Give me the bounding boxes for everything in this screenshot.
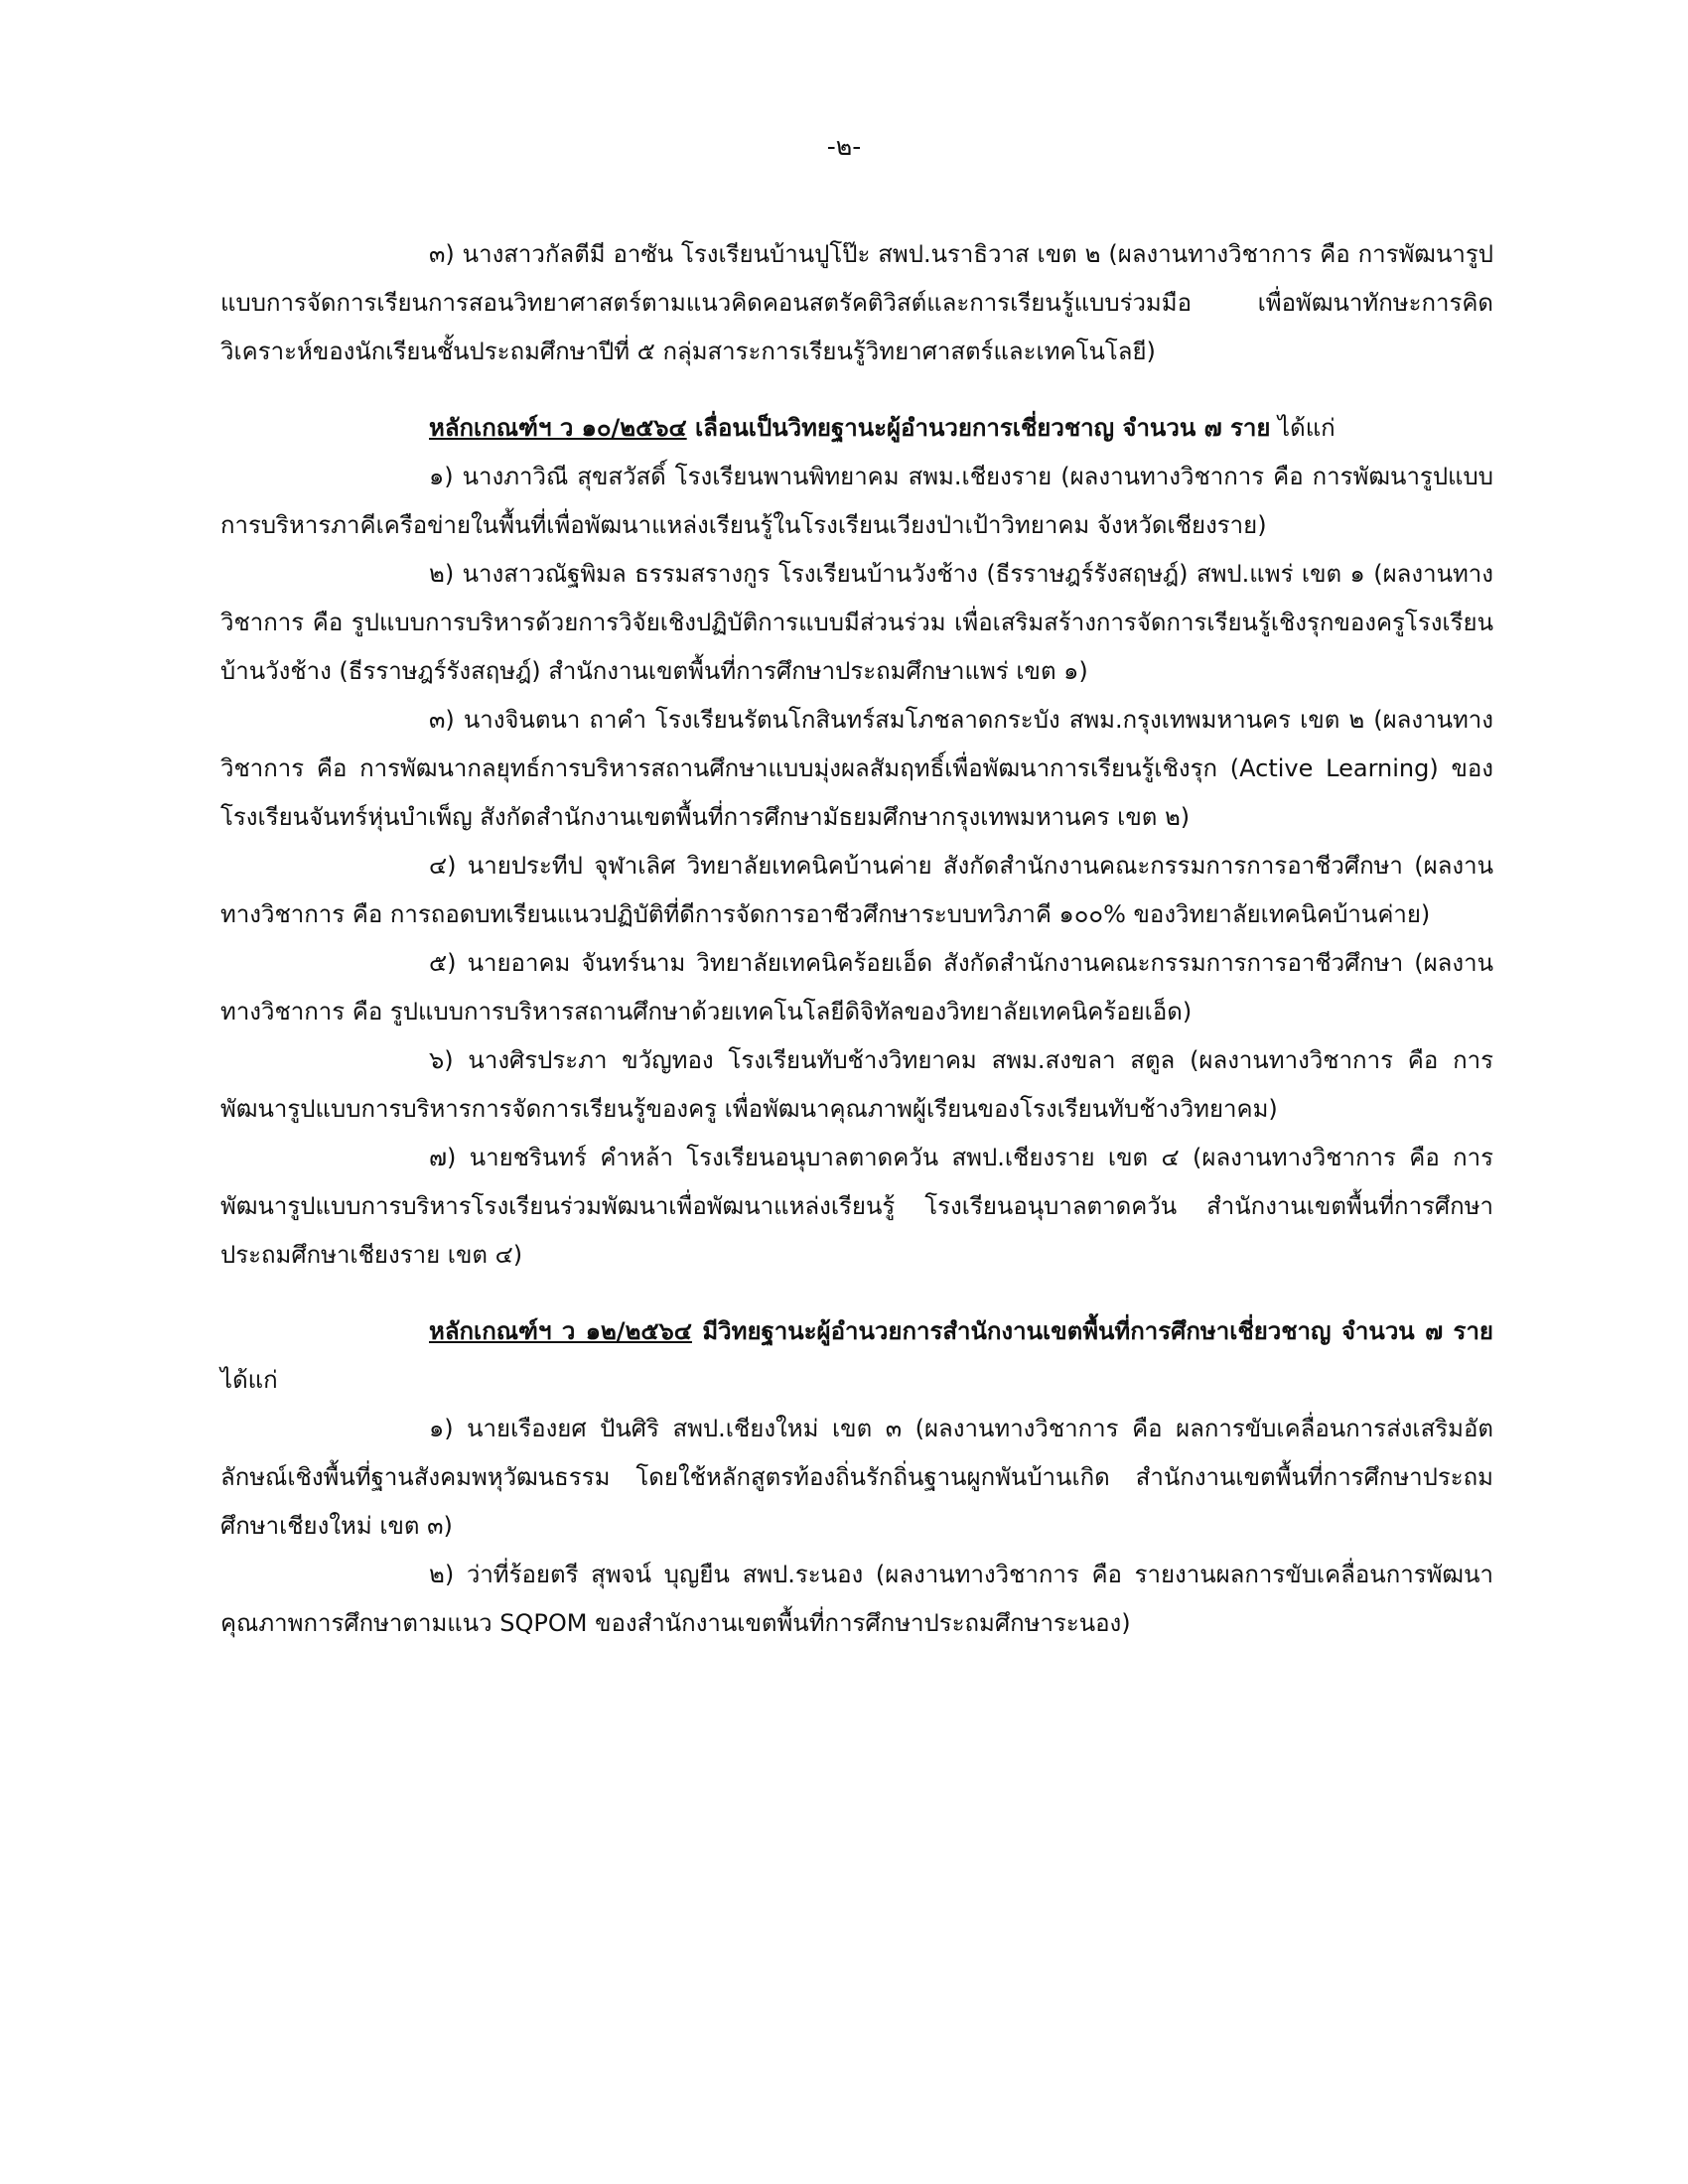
page-number: -๒- — [826, 132, 862, 161]
list-item: ๓) นางสาวกัลตีมี อาซัน โรงเรียนบ้านปูโป๊ะ สพป.นราธิวาส เขต ๒ (ผลงานทางวิชาการ คือ การพัฒนารูปแบบการจัดการเรียนการสอนวิทยาศาสตร์ตามแนวคิดคอนสตรัคติวิสต์และการเรียนรู้แบบร่วมมือ เพื่อพัฒนาทักษะการคิดวิเคราะห์ของนักเรียนชั้นประถมศึกษาปีที่ ๕ กลุ่มสาระการเรียนรู้วิทยาศาสตร์และเทคโนโลยี) — [220, 240, 1493, 365]
list-item: ๓) นางจินตนา ถาคำ โรงเรียนรัตนโกสินทร์สมโภชลาดกระบัง สพม.กรุงเทพมหานคร เขต ๒ (ผลงานทางวิชาการ คือ การพัฒนากลยุทธ์การบริหารสถานศึกษาแบบมุ่งผลสัมฤทธิ์เพื่อพัฒนาการเรียนรู้เชิงรุก (Active Learning) ของโรงเรียนจันทร์หุ่นบำเพ็ญ สังกัดสำนักงานเขตพื้นที่การศึกษามัธยมศึกษากรุงเทพมหานคร เขต ๒) — [220, 706, 1493, 831]
list-item: ๑) นางภาวิณี สุขสวัสดิ์ โรงเรียนพานพิทยาคม สพม.เชียงราย (ผลงานทางวิชาการ คือ การพัฒนารูปแบบการบริหารภาคีเครือข่ายในพื้นที่เพื่อพัฒนาแหล่งเรียนรู้ในโรงเรียนเวียงป่าเป้าวิทยาคม จังหวัดเชียงราย) — [220, 463, 1493, 539]
criteria-suffix: ได้แก่ — [220, 1366, 278, 1394]
criteria-heading — [220, 1307, 1493, 1405]
criteria-label: หลักเกณฑ์ฯ ว ๑๐/๒๕๖๔ — [429, 414, 687, 442]
list-item: ๒) นางสาวณัฐพิมล ธรรมสรางกูร โรงเรียนบ้านวังช้าง (ธีรราษฎร์รังสฤษฎ์) สพป.แพร่ เขต ๑ (ผลงานทางวิชาการ คือ รูปแบบการบริหารด้วยการวิจัยเชิงปฏิบัติการแบบมีส่วนร่วม เพื่อเสริมสร้างการจัดการเรียนรู้เชิงรุกของครูโรงเรียนบ้านวังช้าง (ธีรราษฎร์รังสฤษฎ์) สำนักงานเขตพื้นที่การศึกษาประถมศึกษาแพร่ เขต ๑) — [220, 560, 1493, 685]
criteria-title: เลื่อนเป็นวิทยฐานะผู้อำนวยการเชี่ยวชาญ จำนวน ๗ ราย — [686, 414, 1271, 442]
criteria-suffix: ได้แก่ — [1270, 414, 1336, 442]
criteria-title: มีวิทยฐานะผู้อำนวยการสำนักงานเขตพื้นที่การศึกษาเชี่ยวชาญ จำนวน ๗ ราย — [691, 1317, 1493, 1345]
criteria-heading — [220, 404, 1493, 453]
list-item: ๔) นายประทีป จุฬาเลิศ วิทยาลัยเทคนิคบ้านค่าย สังกัดสำนักงานคณะกรรมการการอาชีวศึกษา (ผลงานทางวิชาการ คือ การถอดบทเรียนแนวปฏิบัติที่ดีการจัดการอาชีวศึกษาระบบทวิภาคี ๑๐๐% ของวิทยาลัยเทคนิคบ้านค่าย) — [220, 852, 1493, 928]
document-body — [220, 230, 1493, 1648]
list-item: ๒) ว่าที่ร้อยตรี สุพจน์ บุญยืน สพป.ระนอง (ผลงานทางวิชาการ คือ รายงานผลการขับเคลื่อนการพัฒนาคุณภาพการศึกษาตามแนว SQPOM ของสำนักงานเขตพื้นที่การศึกษาประถมศึกษาระนอง) — [220, 1561, 1493, 1637]
list-item: ๗) นายชรินทร์ คำหล้า โรงเรียนอนุบาลตาดควัน สพป.เชียงราย เขต ๔ (ผลงานทางวิชาการ คือ การพัฒนารูปแบบการบริหารโรงเรียนร่วมพัฒนาเพื่อพัฒนาแหล่งเรียนรู้ โรงเรียนอนุบาลตาดควัน สำนักงานเขตพื้นที่การศึกษาประถมศึกษาเชียงราย เขต ๔) — [220, 1144, 1493, 1269]
list-item: ๕) นายอาคม จันทร์นาม วิทยาลัยเทคนิคร้อยเอ็ด สังกัดสำนักงานคณะกรรมการการอาชีวศึกษา (ผลงานทางวิชาการ คือ รูปแบบการบริหารสถานศึกษาด้วยเทคโนโลยีดิจิทัลของวิทยาลัยเทคนิคร้อยเอ็ด) — [220, 949, 1493, 1025]
criteria-label: หลักเกณฑ์ฯ ว ๑๒/๒๕๖๔ — [429, 1317, 692, 1345]
list-item: ๖) นางศิรประภา ขวัญทอง โรงเรียนทับช้างวิทยาคม สพม.สงขลา สตูล (ผลงานทางวิชาการ คือ การพัฒนารูปแบบการบริหารการจัดการเรียนรู้ของครู เพื่อพัฒนาคุณภาพผู้เรียนของโรงเรียนทับช้างวิทยาคม) — [220, 1046, 1493, 1123]
list-item: ๑) นายเรืองยศ ปันศิริ สพป.เชียงใหม่ เขต ๓ (ผลงานทางวิชาการ คือ ผลการขับเคลื่อนการส่งเสริมอัตลักษณ์เชิงพื้นที่ฐานสังคมพหุวัฒนธรรม โดยใช้หลักสูตรท้องถิ่นรักถิ่นฐานผูกพันบ้านเกิด สำนักงานเขตพื้นที่การศึกษาประถมศึกษาเชียงใหม่ เขต ๓) — [220, 1415, 1493, 1540]
